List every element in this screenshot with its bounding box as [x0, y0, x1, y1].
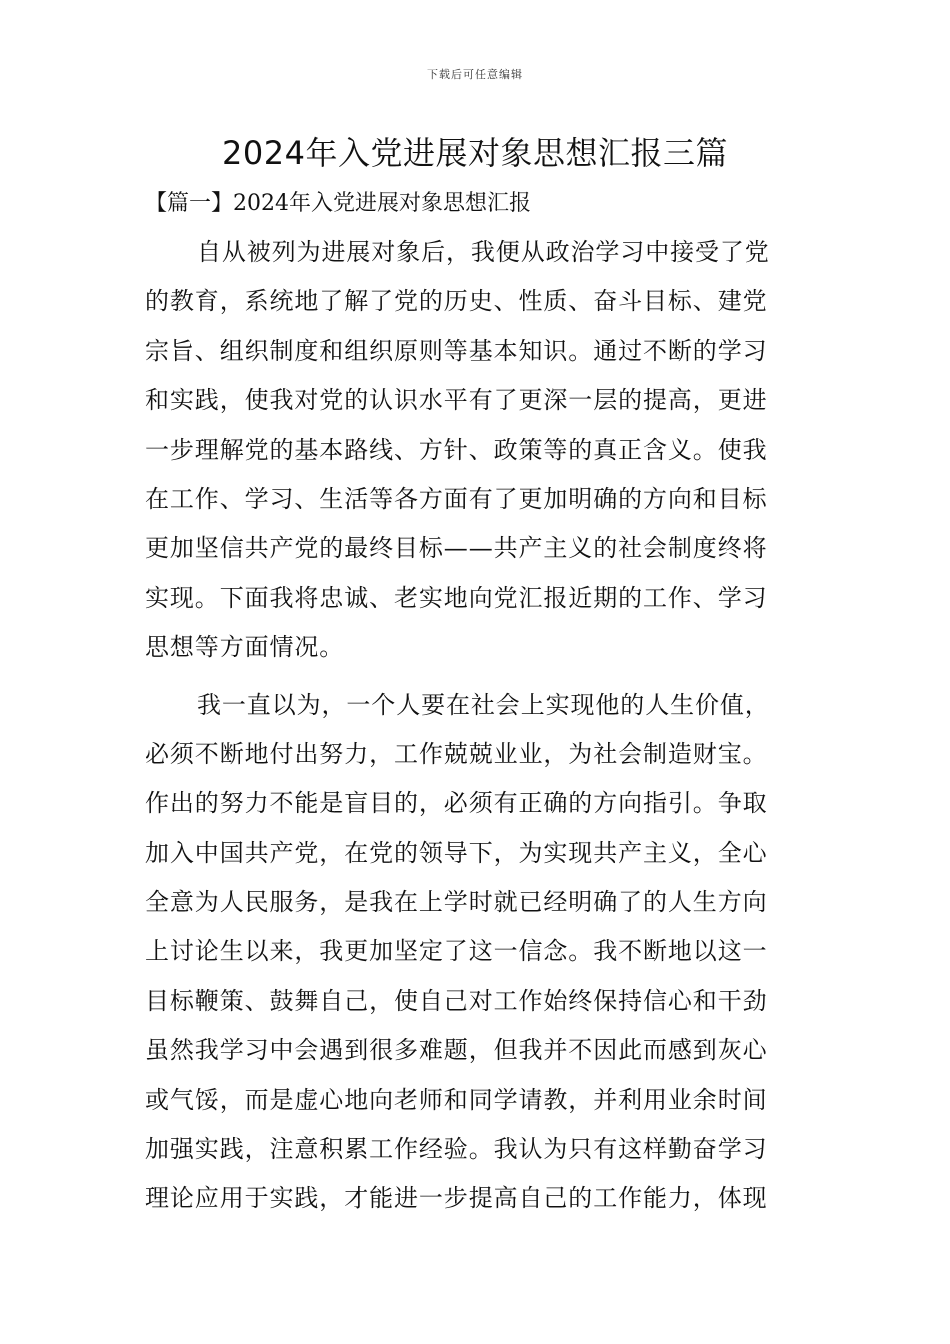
- paragraph-gap: [145, 673, 810, 681]
- document-title: 2024年入党进展对象思想汇报三篇: [222, 134, 728, 172]
- header-note: 下载后可任意编辑: [427, 68, 523, 81]
- text-line: 的教育，系统地了解了党的历史、性质、奋斗目标、建党: [145, 287, 768, 316]
- text-line: 必须不断地付出努力，工作兢兢业业，为社会制造财宝。: [145, 739, 768, 768]
- text-line: 我一直以为，一个人要在社会上实现他的人生价值，: [197, 690, 770, 719]
- text-line: 目标鞭策、鼓舞自己，使自己对工作始终保持信心和干劲: [145, 986, 768, 1015]
- text-line: 理论应用于实践，才能进一步提高自己的工作能力，体现: [145, 1184, 768, 1213]
- text-line: 在工作、学习、生活等各方面有了更加明确的方向和目标: [145, 484, 768, 513]
- body-text: [145, 228, 810, 1224]
- text-line: 作出的努力不能是盲目的，必须有正确的方向指引。争取: [145, 789, 768, 818]
- paragraph: [145, 228, 810, 673]
- text-line: 加强实践，注意积累工作经验。我认为只有这样勤奋学习: [145, 1135, 768, 1164]
- text-line: 更加坚信共产党的最终目标——共产主义的社会制度终将: [145, 534, 768, 563]
- text-line: 自从被列为进展对象后，我便从政治学习中接受了党: [197, 238, 770, 266]
- text-line: 一步理解党的基本路线、方针、政策等的真正含义。使我: [145, 435, 768, 464]
- text-line: 加入中国共产党，在党的领导下，为实现共产主义，全心: [145, 838, 768, 867]
- text-line: 上讨论生以来，我更加坚定了这一信念。我不断地以这一: [145, 937, 768, 966]
- text-line: 思想等方面情况。: [145, 633, 345, 662]
- text-line: 全意为人民服务，是我在上学时就已经明确了的人生方向: [145, 888, 768, 917]
- text-line: 实现。下面我将忠诚、老实地向党汇报近期的工作、学习: [145, 583, 768, 612]
- text-line: 宗旨、组织制度和组织原则等基本知识。通过不断的学习: [145, 336, 768, 365]
- paragraph: [145, 681, 810, 1224]
- text-line: 或气馁，而是虚心地向老师和同学请教，并利用业余时间: [145, 1085, 768, 1114]
- text-line: 虽然我学习中会遇到很多难题，但我并不因此而感到灰心: [145, 1036, 768, 1065]
- section-heading: 【篇一】2024年入党进展对象思想汇报: [145, 191, 531, 216]
- text-line: 和实践，使我对党的认识水平有了更深一层的提高，更进: [145, 386, 768, 415]
